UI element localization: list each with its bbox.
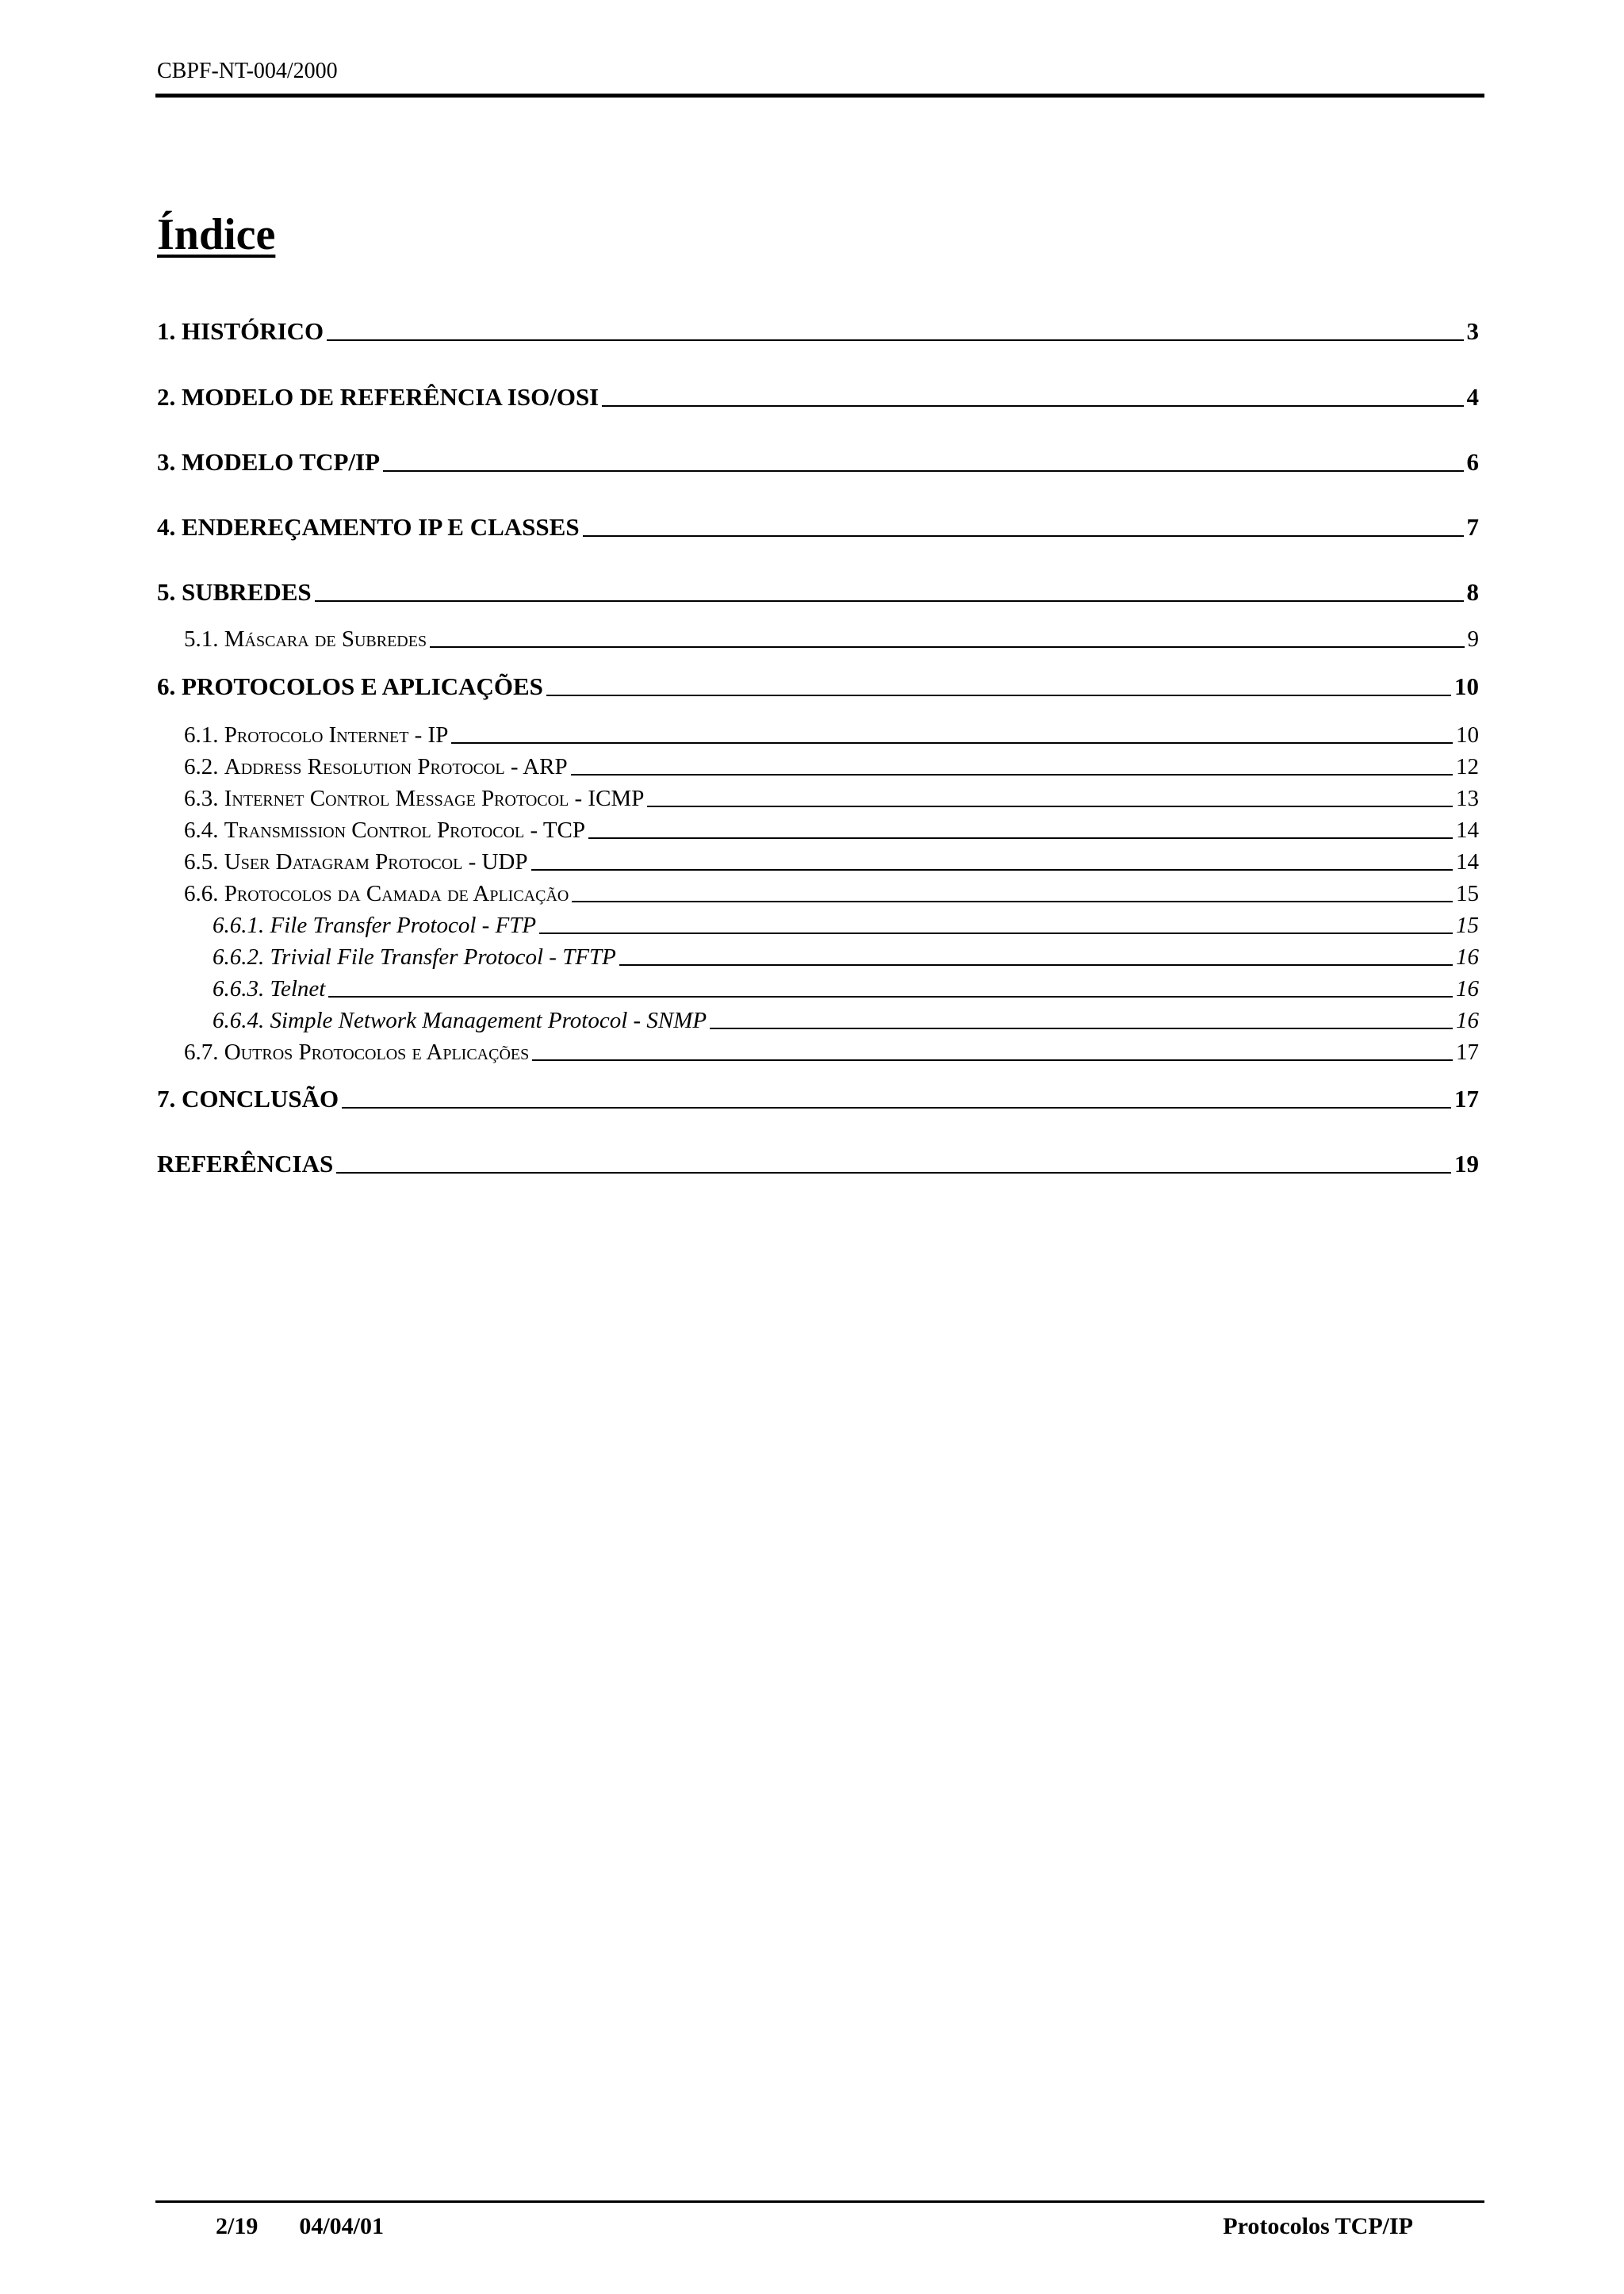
toc-leader — [327, 339, 1463, 341]
toc-entry-modelo-tcp-ip[interactable] — [157, 448, 1479, 477]
toc-leader — [602, 405, 1463, 407]
toc-leader — [571, 774, 1453, 776]
toc-entry-page: 14 — [1456, 849, 1479, 875]
toc-leader — [710, 1028, 1453, 1029]
toc-leader — [647, 806, 1453, 807]
toc-leader — [328, 996, 1453, 998]
toc-entry-label: 7. CONCLUSÃO — [157, 1085, 339, 1113]
toc-entry-mascara-subredes[interactable] — [184, 626, 1479, 653]
toc-entry-label: 5. SUBREDES — [157, 578, 312, 606]
toc-entry-number: 6.4. — [184, 818, 219, 843]
toc-entry-icmp[interactable] — [184, 786, 1479, 812]
footer-date: 04/04/01 — [299, 2213, 385, 2239]
toc-entry-page: 16 — [1456, 944, 1479, 970]
toc-entry-referencias[interactable] — [157, 1150, 1479, 1178]
toc-entry-tftp[interactable] — [213, 944, 1479, 971]
toc-leader — [546, 695, 1451, 696]
toc-entry-enderecamento[interactable] — [157, 513, 1479, 542]
toc-leader — [532, 1059, 1453, 1061]
toc-entry-ip[interactable] — [184, 722, 1479, 749]
footer-page-date — [216, 2215, 384, 2238]
toc-entry-protocolos-aplicacoes[interactable] — [157, 672, 1479, 701]
toc-entry-number: 5.1. — [184, 626, 219, 652]
toc-entry-label: 6. PROTOCOLOS E APLICAÇÕES — [157, 672, 543, 700]
toc-entry-page: 10 — [1456, 722, 1479, 748]
toc-entry-modelo-iso-osi[interactable] — [157, 383, 1479, 412]
toc-entry-label: Transmission Control Protocol - TCP — [224, 818, 586, 843]
toc-leader — [588, 837, 1453, 839]
toc-entry-number: 6.6. — [184, 881, 219, 906]
toc-entry-number: 6.2. — [184, 754, 219, 779]
toc-entry-page: 9 — [1467, 626, 1479, 652]
toc-entry-page: 16 — [1456, 1008, 1479, 1033]
toc-entry-label: 6.6.4. Simple Network Management Protocol - SNMP — [213, 1008, 707, 1033]
toc-leader — [336, 1172, 1451, 1174]
toc-leader — [383, 470, 1463, 472]
toc-entry-number: 6.7. — [184, 1040, 219, 1065]
toc-entry-label: 6.6.1. File Transfer Protocol - FTP — [213, 913, 537, 938]
toc-entry-label: Address Resolution Protocol - ARP — [224, 754, 568, 779]
toc-entry-label: 2. MODELO DE REFERÊNCIA ISO/OSI — [157, 383, 599, 411]
toc-entry-number: 6.5. — [184, 849, 219, 875]
toc-entry-page: 13 — [1456, 786, 1479, 811]
toc-entry-label: 1. HISTÓRICO — [157, 317, 324, 345]
toc-leader — [531, 869, 1454, 871]
toc-entry-label: 6.6.3. Telnet — [213, 976, 326, 1001]
toc-leader — [342, 1107, 1451, 1109]
toc-entry-page: 6 — [1466, 448, 1479, 476]
toc-leader — [451, 742, 1453, 744]
toc-entry-label: Máscara de Subredes — [224, 626, 427, 652]
toc-entry-page: 8 — [1466, 578, 1479, 606]
toc-entry-page: 17 — [1456, 1040, 1479, 1065]
toc-entry-conclusao[interactable] — [157, 1085, 1479, 1113]
toc-entry-page: 3 — [1466, 317, 1479, 345]
toc-entry-historico[interactable] — [157, 317, 1479, 346]
toc-leader — [539, 933, 1453, 934]
toc-entry-label: Outros Protocolos e Aplicações — [224, 1040, 530, 1065]
toc-leader — [583, 535, 1464, 537]
toc-entry-page: 7 — [1466, 513, 1479, 541]
toc-entry-page: 10 — [1454, 672, 1479, 700]
toc-entry-label: 4. ENDEREÇAMENTO IP E CLASSES — [157, 513, 580, 541]
footer-page-number: 2/19 — [216, 2213, 259, 2239]
toc-entry-page: 4 — [1466, 383, 1479, 411]
toc-entry-label: Internet Control Message Protocol - ICMP — [224, 786, 645, 811]
toc-entry-page: 15 — [1456, 881, 1479, 906]
header-rule — [155, 94, 1484, 98]
toc-entry-label: 3. MODELO TCP/IP — [157, 448, 381, 476]
toc-leader — [430, 646, 1464, 648]
toc-entry-page: 16 — [1456, 976, 1479, 1001]
toc-entry-number: 6.3. — [184, 786, 219, 811]
toc-entry-label: User Datagram Protocol - UDP — [224, 849, 528, 875]
toc-entry-label: Protocolos da Camada de Aplicação — [224, 881, 569, 906]
footer-rule — [155, 2200, 1484, 2203]
toc-entry-outros-protocolos[interactable] — [184, 1040, 1479, 1066]
toc-entry-label: Protocolo Internet - IP — [224, 722, 449, 748]
page-title: Índice — [157, 210, 276, 259]
toc-entry-page: 12 — [1456, 754, 1479, 779]
footer-title: Protocolos TCP/IP — [1223, 2213, 1413, 2239]
toc-entry-snmp[interactable] — [213, 1008, 1479, 1034]
toc-leader — [619, 964, 1453, 966]
document-id: CBPF-NT-004/2000 — [157, 59, 338, 83]
toc-entry-udp[interactable] — [184, 849, 1479, 875]
toc-entry-page: 19 — [1454, 1150, 1479, 1178]
toc-entry-page: 17 — [1454, 1085, 1479, 1113]
toc-entry-label: 6.6.2. Trivial File Transfer Protocol - TFTP — [213, 944, 616, 970]
toc-entry-telnet[interactable] — [213, 976, 1479, 1002]
toc-leader — [572, 901, 1453, 902]
toc-entry-tcp[interactable] — [184, 818, 1479, 844]
toc-entry-camada-aplicacao[interactable] — [184, 881, 1479, 907]
toc-entry-page: 14 — [1456, 818, 1479, 843]
toc-entry-subredes[interactable] — [157, 578, 1479, 607]
toc-entry-label: REFERÊNCIAS — [157, 1150, 334, 1178]
toc-entry-number: 6.1. — [184, 722, 219, 748]
toc-entry-arp[interactable] — [184, 754, 1479, 780]
toc-leader — [315, 600, 1464, 602]
toc-entry-page: 15 — [1456, 913, 1479, 938]
toc-entry-ftp[interactable] — [213, 913, 1479, 939]
